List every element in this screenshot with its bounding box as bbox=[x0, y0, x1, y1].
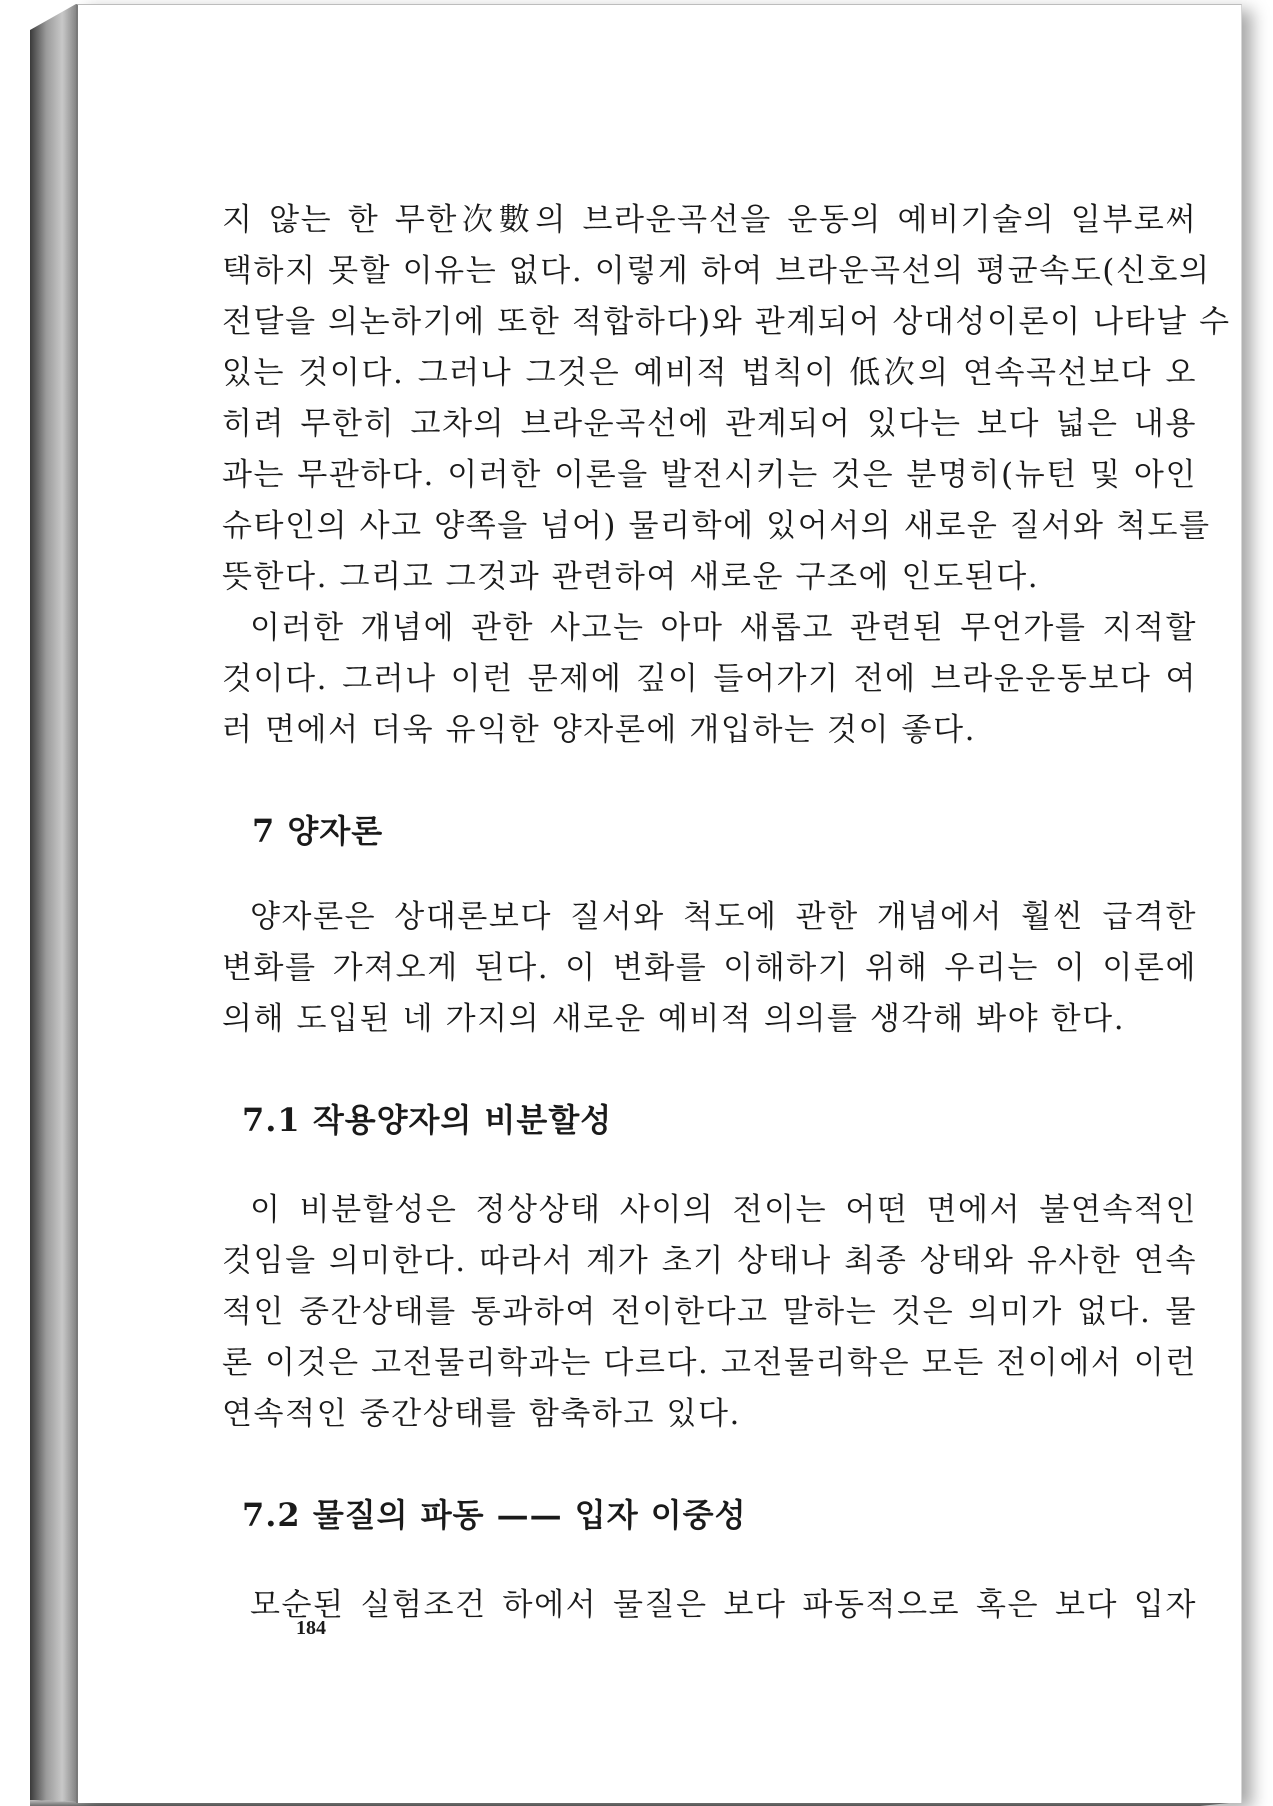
text-line: 히려 무한히 고차의 브라운곡선에 관계되어 있다는 보다 넓은 내용 bbox=[222, 406, 1197, 442]
text-line: 적인 중간상태를 통과하여 전이한다고 말하는 것은 의미가 없다. 물 bbox=[222, 1294, 1197, 1330]
text-line: 양자론은 상대론보다 질서와 척도에 관한 개념에서 훨씬 급격한 bbox=[250, 899, 1197, 935]
text-line: 모순된 실험조건 하에서 물질은 보다 파동적으로 혹은 보다 입자 bbox=[250, 1587, 1197, 1623]
section-paragraph bbox=[222, 892, 1197, 1045]
text-line: 있는 것이다. 그러나 그것은 예비적 법칙이 低次의 연속곡선보다 오 bbox=[222, 355, 1197, 391]
subsection-2-paragraph bbox=[222, 1580, 1197, 1631]
page-number: 184 bbox=[296, 1617, 326, 1639]
text-line: 슈타인의 사고 양쪽을 넘어) 물리학에 있어서의 새로운 질서와 척도를 bbox=[222, 508, 1211, 544]
subsection-1-paragraph bbox=[222, 1185, 1197, 1440]
text-line: 론 이것은 고전물리학과는 다르다. 고전물리학은 모든 전이에서 이런 bbox=[222, 1345, 1197, 1381]
text-line: 것이다. 그러나 이런 문제에 깊이 들어가기 전에 브라운운동보다 여 bbox=[222, 661, 1197, 697]
text-line: 뜻한다. 그리고 그것과 관련하여 새로운 구조에 인도된다. bbox=[222, 559, 1040, 595]
text-line: 의해 도입된 네 가지의 새로운 예비적 의의를 생각해 봐야 한다. bbox=[222, 1001, 1126, 1037]
text-line: 과는 무관하다. 이러한 이론을 발전시키는 것은 분명히(뉴턴 및 아인 bbox=[222, 457, 1197, 493]
paragraph-1 bbox=[222, 195, 1231, 603]
section-heading: 7 양자론 bbox=[252, 812, 384, 850]
text-line: 것임을 의미한다. 따라서 계가 초기 상태나 최종 상태와 유사한 연속 bbox=[222, 1243, 1197, 1279]
text-line: 러 면에서 더욱 유익한 양자론에 개입하는 것이 좋다. bbox=[222, 712, 977, 748]
text-line: 연속적인 중간상태를 함축하고 있다. bbox=[222, 1396, 742, 1432]
text-line: 변화를 가져오게 된다. 이 변화를 이해하기 위해 우리는 이 이론에 bbox=[222, 950, 1197, 986]
subsection-heading: 7.2 물질의 파동 —— 입자 이중성 bbox=[242, 1496, 747, 1534]
text-line: 지 않는 한 무한次數의 브라운곡선을 운동의 예비기술의 일부로써 bbox=[222, 202, 1197, 238]
paragraph-2 bbox=[222, 603, 1197, 756]
text-line: 이러한 개념에 관한 사고는 아마 새롭고 관련된 무언가를 지적할 bbox=[250, 610, 1197, 646]
subsection-heading: 7.1 작용양자의 비분할성 bbox=[242, 1101, 613, 1139]
page-content bbox=[222, 195, 1231, 1631]
text-line: 택하지 못할 이유는 없다. 이렇게 하여 브라운곡선의 평균속도(신호의 bbox=[222, 253, 1211, 289]
document-page bbox=[76, 4, 1242, 1803]
text-line: 전달을 의논하기에 또한 적합하다)와 관계되어 상대성이론이 나타날 수 bbox=[222, 304, 1231, 340]
text-line: 이 비분할성은 정상상태 사이의 전이는 어떤 면에서 불연속적인 bbox=[250, 1192, 1197, 1228]
